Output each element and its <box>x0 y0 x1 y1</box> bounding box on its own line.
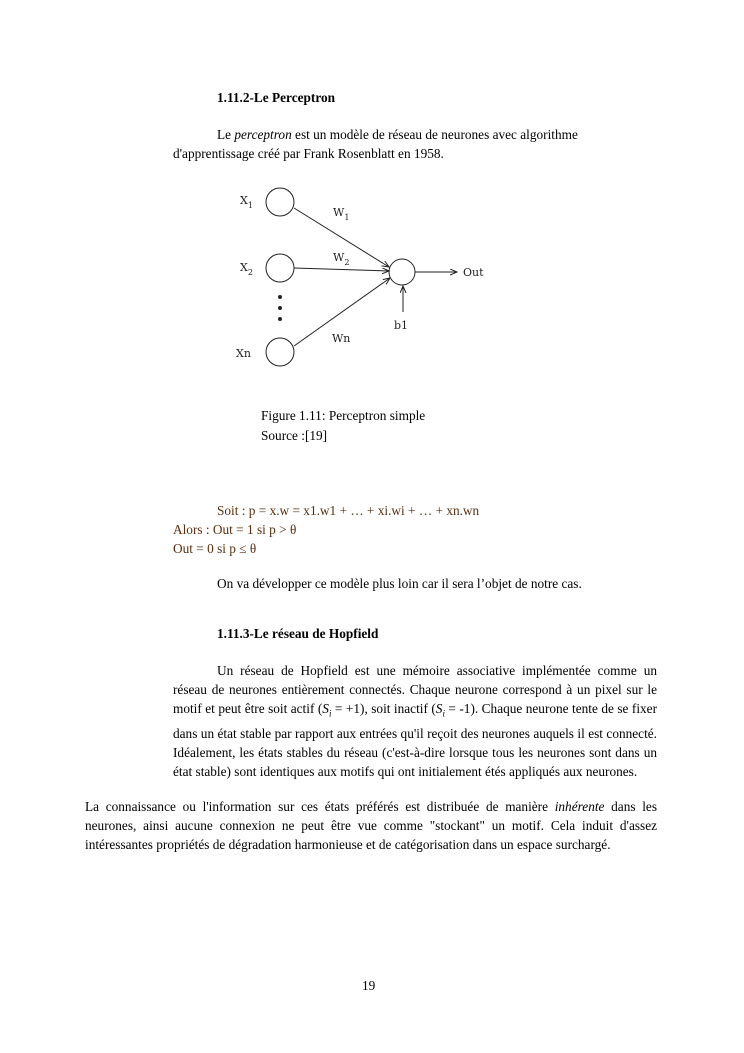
section-heading-perceptron: 1.11.2-Le Perceptron <box>217 90 336 105</box>
s-symbol: S <box>435 701 443 716</box>
intro-term: perceptron <box>234 127 292 142</box>
label-x2: $X_2$ <box>240 261 253 277</box>
perceptron-intro-line2: d'apprentissage créé par Frank Rosenblatt en 1958. <box>173 146 444 161</box>
hopfield-text-a: Un réseau de Hopfield est une mémoire associative implémentée comme un réseau de neurones entièrement connectés. Chaque neurone correspond à un pixel sur le motif et peut être soit actif ( <box>173 663 657 716</box>
perceptron-diagram <box>225 172 500 382</box>
input-node-x1 <box>266 188 294 216</box>
ellipsis-dot <box>278 295 282 299</box>
knowledge-emphasis: inhérente <box>554 799 605 814</box>
hopfield-text-b: = +1), soit inactif ( <box>331 701 436 716</box>
knowledge-text-after: dans les neurones, ainsi aucune connexion ne peut être vue comme "stockant" un motif. Cela induit d'assez intéressantes propriétés de dégradation harmonieuse et de catégorisation dans un espace surchargé. <box>85 799 657 852</box>
input-node-xn <box>266 338 294 366</box>
section-heading-hopfield: 1.11.3-Le réseau de Hopfield <box>217 626 379 641</box>
s-subscript: i <box>328 708 332 719</box>
hopfield-text-c: = -1). Chaque neurone tente de se fixer dans un état stable par rapport aux entrées qu'il reçoit des neurones auquels il est connecté. Idéalement, les états stables du réseau (c'est-à-dire lorsque tous les neurones sont dans un état stable) sont identiques aux motifs qui ont initialement étés appliqués aux neurones. <box>173 701 658 779</box>
knowledge-paragraph <box>85 797 657 854</box>
page-number: 19 <box>362 978 376 993</box>
label-wn: Wn <box>332 332 351 345</box>
s-symbol: S <box>322 701 329 716</box>
figure-source: Source :[19] <box>261 428 328 443</box>
s-subscript: i <box>442 708 445 719</box>
intro-prefix: Le <box>217 127 235 142</box>
label-w2: $W_2$ <box>333 251 350 267</box>
label-out: Out <box>463 266 484 279</box>
label-x1: $X_1$ <box>240 194 253 210</box>
figure-caption: Figure 1.11: Perceptron simple <box>261 408 426 423</box>
intro-suffix: est un modèle de réseau de neurones avec algorithme <box>291 127 578 142</box>
ellipsis-dot <box>278 317 282 321</box>
knowledge-text-before: La connaissance ou l'information sur ces états préférés est distribuée de manière <box>85 799 555 814</box>
label-bias: b1 <box>394 319 409 332</box>
formula-line-3: Out = 0 si p ≤ θ <box>173 541 257 556</box>
hopfield-paragraph <box>173 661 657 781</box>
input-node-x2 <box>266 254 294 282</box>
perceptron-intro-line1 <box>217 125 578 144</box>
connection-w2 <box>294 268 389 271</box>
label-xn: Xn <box>236 347 251 360</box>
formula-line-2: Alors : Out = 1 si p > θ <box>173 522 297 537</box>
label-w1: $W_1$ <box>333 206 350 222</box>
develop-text: On va développer ce modèle plus loin car il sera l’objet de notre cas. <box>217 576 582 591</box>
output-neuron <box>389 259 415 285</box>
ellipsis-dot <box>278 306 282 310</box>
formula-line-1: Soit : p = x.w = x1.w1 + … + xi.wi + … + xn.wn <box>217 503 480 518</box>
